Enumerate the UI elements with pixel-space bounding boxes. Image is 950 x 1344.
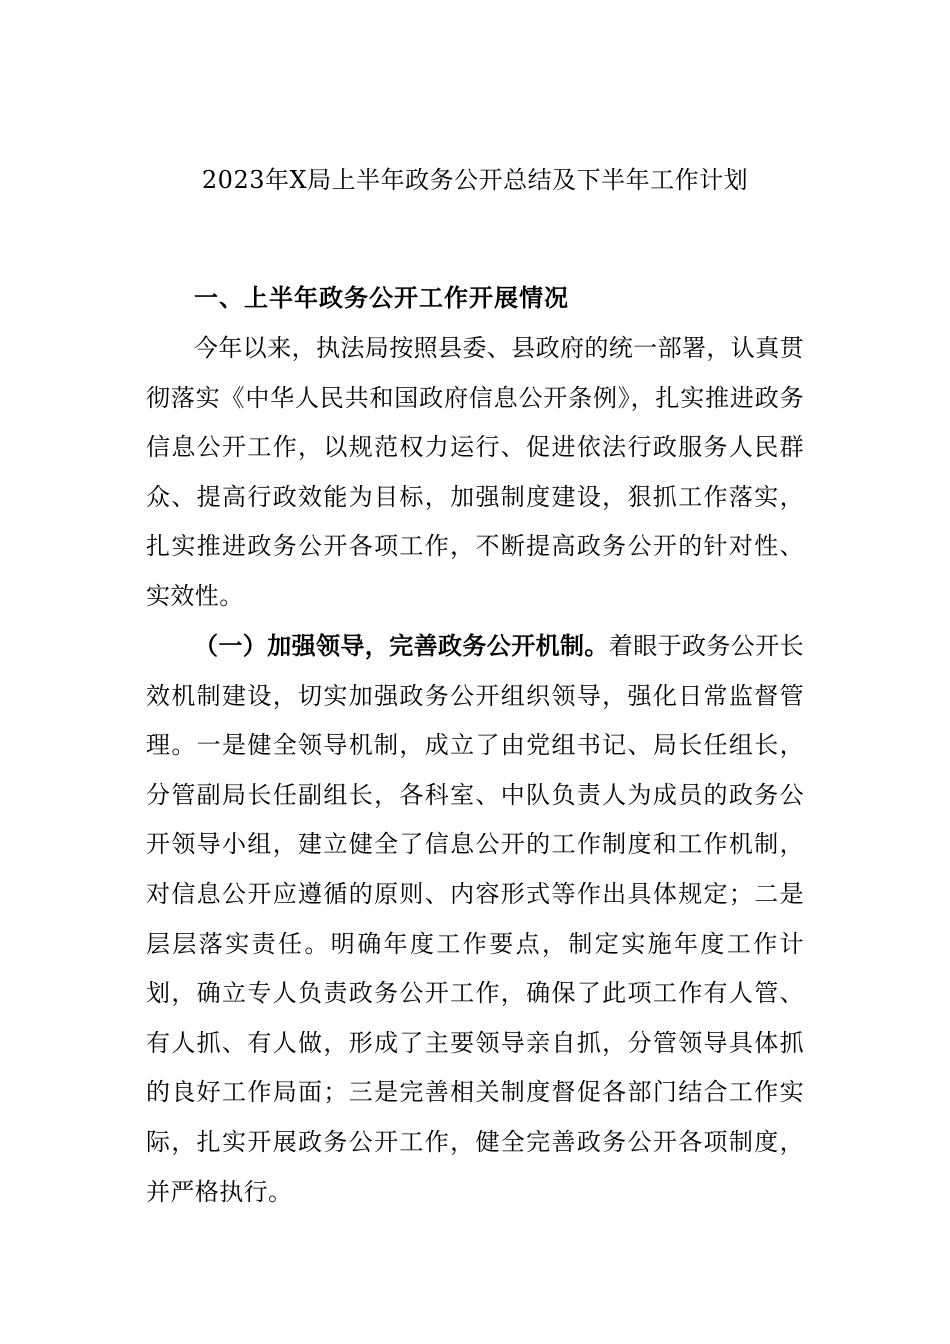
paragraph-lead-heading: （一）加强领导，完善政务公开机制。: [194, 631, 609, 660]
paragraph-text: 今年以来，执法局按照县委、县政府的统一部署，认真贯彻落实《中华人民共和国政府信息公开条例》，扎实推进政务信息公开工作，以规范权力运行、促进依法行政服务人民群众、提高行政效能为目标，加强制度建设，狠抓工作落实，扎实推进政务公开各项工作，不断提高政务公开的针对性、实效性。: [146, 334, 804, 610]
section-heading: 一、上半年政务公开工作开展情况: [194, 283, 569, 312]
paragraph-leadership: [146, 621, 804, 1217]
document-title: 2023年X局上半年政务公开总结及下半年工作计划: [201, 166, 749, 194]
paragraph-overview: [146, 324, 804, 622]
paragraph-text: 着眼于政务公开长效机制建设，切实加强政务公开组织领导，强化日常监督管理。一是健全领导机制，成立了由党组书记、局长任组长，分管副局长任副组长，各科室、中队负责人为成员的政务公开领导小组，建立健全了信息公开的工作制度和工作机制，对信息公开应遵循的原则、内容形式等作出具体规定；二是层层落实责任。明确年度工作要点，制定实施年度工作计划，确立专人负责政务公开工作，确保了此项工作有人管、有人抓、有人做，形成了主要领导亲自抓，分管领导具体抓的良好工作局面；三是完善相关制度督促各部门结合工作实际，扎实开展政务公开工作，健全完善政务公开各项制度，并严格执行。: [146, 632, 805, 1206]
